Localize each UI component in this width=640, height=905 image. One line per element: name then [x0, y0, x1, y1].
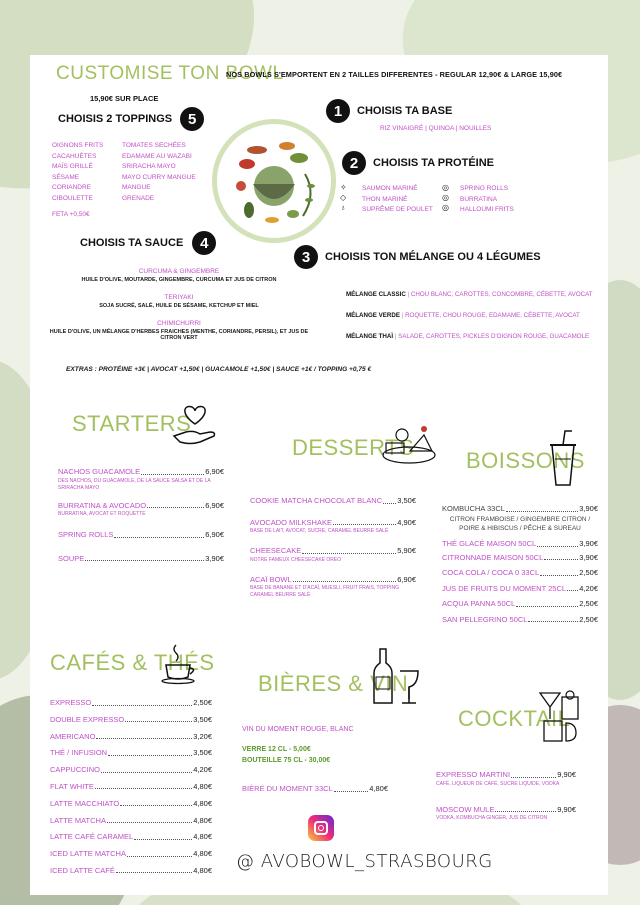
- cafes-list: [50, 699, 212, 874]
- dot-leader: [540, 575, 578, 576]
- list-item: [50, 867, 212, 875]
- menu-row: [250, 576, 416, 584]
- topping-item: EDAMAME AU WAZABI: [122, 152, 192, 160]
- dot-leader: [495, 811, 556, 812]
- list-item: [58, 531, 224, 539]
- heart-hand-icon: [170, 402, 220, 448]
- item-description: BASE DE BANANE ET D'ACAÏ, MUESLI, FRUIT FRAIS, TOPPING CARAMEL BEURRE SALÉ: [250, 585, 399, 598]
- fish-icon: ◇: [340, 193, 347, 202]
- dot-leader: [116, 872, 192, 873]
- protein-icons-left: [340, 183, 347, 212]
- item-price: 3,90€: [579, 504, 598, 513]
- roll-icon: ◎: [442, 183, 449, 192]
- protein-item: BURRATINA: [460, 195, 498, 203]
- dot-leader: [101, 772, 192, 773]
- menu-row: [250, 497, 416, 505]
- menu-row: [442, 600, 598, 608]
- menu-row: [442, 540, 598, 548]
- item-price: 3,50€: [193, 748, 212, 758]
- item-price: 5,90€: [397, 546, 416, 555]
- list-item: [50, 800, 212, 808]
- list-item: [50, 733, 212, 741]
- item-price: 4,80€: [193, 865, 212, 875]
- instagram-handle[interactable]: @ AVOBOWL_STRASBOURG: [236, 851, 493, 872]
- menu-row: [442, 554, 598, 562]
- step-melange-header: [294, 245, 541, 269]
- sizes-line: NOS BOWLS S'EMPORTENT EN 2 TAILLES DIFFERENTES - REGULAR 12,90€ & LARGE 15,90€: [226, 70, 563, 79]
- item-price: 3,90€: [579, 552, 598, 562]
- list-item: [50, 766, 212, 774]
- melange-item: MÉLANGE THAÏ | SALADE, CAROTTES, PICKLES D'OIGNON ROUGE, GUACAMOLE: [346, 333, 590, 340]
- dot-leader: [302, 553, 396, 554]
- menu-row: [436, 771, 576, 779]
- item-price: 9,90€: [557, 804, 576, 814]
- item-price: 4,80€: [193, 815, 212, 825]
- item-name: BURRATINA & AVOCADO: [58, 500, 147, 510]
- starters-list: [58, 468, 224, 562]
- list-item: [50, 716, 212, 724]
- step-base-header: [326, 99, 452, 123]
- cocktail-list: [436, 771, 576, 822]
- sauce-name: CURCUMA & GINGEMBRE: [138, 268, 220, 275]
- step-number-badge: 2: [342, 151, 366, 175]
- feta-extra: FETA +0,50€: [52, 211, 90, 218]
- dot-leader: [383, 503, 396, 504]
- vin-line: VIN DU MOMENT ROUGE, BLANC: [242, 726, 354, 733]
- cocktail-glasses-icon: [536, 687, 582, 745]
- protein-icons-right: [442, 183, 449, 212]
- item-description: VODKA, KOMBUCHA GINGER, JUS DE CITRON: [436, 815, 548, 821]
- item-price: 6,90€: [205, 467, 224, 476]
- item-price: 6,90€: [205, 530, 224, 539]
- topping-item: CORIANDRE: [52, 184, 92, 191]
- fish-icon: ✧: [340, 183, 347, 192]
- sauce-desc: HUILE D'OLIVE, UN MÉLANGE D'HERBES FRAICHES (MENTHE, CORIANDRE, PERSIL), ET JUS DE CITRON VERT: [49, 329, 309, 341]
- sauce-desc: SOJA SUCRÉ, SALÉ, HUILE DE SÉSAME, KETCHUP ET MIEL: [99, 303, 259, 309]
- base-options: RIZ VINAIGRÉ | QUINOA | NOUILLES: [380, 125, 492, 132]
- item-price: 4,80€: [193, 781, 212, 791]
- item-price: 4,80€: [193, 832, 212, 842]
- item-price: 3,20€: [193, 731, 212, 741]
- toppings-col-1: [52, 141, 103, 221]
- dot-leader: [92, 705, 192, 706]
- list-item: [442, 540, 598, 548]
- price-line: 15,90€ SUR PLACE: [90, 94, 159, 103]
- topping-item: OIGNONS FRITS: [52, 142, 104, 149]
- list-item: [58, 555, 224, 563]
- step-title: CHOISIS TA BASE: [357, 105, 453, 117]
- dot-leader: [107, 822, 192, 823]
- dot-leader: [141, 474, 204, 475]
- dot-leader: [147, 507, 204, 508]
- item-price: 4,80€: [193, 849, 212, 859]
- item-name: LATTE MACCHIATO: [50, 798, 120, 808]
- section-title-starters: STARTERS: [72, 411, 192, 436]
- instagram-icon[interactable]: [308, 815, 334, 841]
- item-name: COCA COLA / COCA 0 33CL: [442, 568, 540, 577]
- cheese-icon: ◎: [442, 193, 449, 202]
- item-price: 4,80€: [193, 798, 212, 808]
- topping-item: TOMATES SECHÉES: [122, 142, 186, 149]
- item-price: 3,50€: [397, 496, 416, 505]
- list-item: [442, 554, 598, 562]
- dot-leader: [293, 581, 397, 582]
- item-price: 4,20€: [193, 765, 212, 775]
- item-description: NOTRE FAMEUX CHEESECAKE OREO: [250, 556, 342, 563]
- list-item: [436, 806, 576, 823]
- item-name: SPRING ROLLS: [58, 530, 114, 539]
- list-item: [50, 850, 212, 858]
- kombucha-flavours: CITRON FRAMBOISE / GINGEMBRE CITRON / POIRE & HIBISCUS / PÊCHE & SUREAU: [449, 515, 591, 533]
- topping-item: MANGUE: [122, 184, 151, 191]
- item-description: CAFÉ, LIQUEUR DE CAFÉ, SUCRE LIQUIDE, VODKA: [436, 780, 560, 787]
- dot-leader: [333, 524, 396, 525]
- list-item: [50, 699, 212, 707]
- dot-leader: [516, 606, 578, 607]
- section-title-cocktail: COCKTAIL: [458, 706, 571, 731]
- sauce-name: TERIYAKI: [164, 294, 194, 301]
- step-number-badge: 3: [294, 245, 318, 269]
- step-sauce-header: [80, 231, 216, 255]
- item-price: 2,50€: [579, 568, 598, 577]
- list-item: [442, 505, 598, 534]
- sauce-desc: HUILE D'OLIVE, MOUTARDE, GINGEMBRE, CURCUMA ET JUS DE CITRON: [81, 277, 277, 283]
- protein-item: THON MARINÉ: [362, 195, 408, 203]
- item-price: 3,50€: [193, 714, 212, 724]
- dot-leader: [544, 559, 578, 560]
- dot-leader: [96, 738, 192, 739]
- list-item: [442, 585, 598, 593]
- item-name: FLAT WHITE: [50, 781, 94, 791]
- dot-leader: [85, 560, 204, 561]
- dot-leader: [511, 777, 556, 778]
- list-item: [442, 616, 598, 624]
- menu-row: [250, 519, 416, 527]
- topping-item: CACAHUÈTES: [52, 152, 97, 160]
- menu-row: [436, 806, 576, 814]
- dot-leader: [95, 788, 192, 789]
- halloumi-icon: ◎: [442, 203, 449, 212]
- list-item: [50, 783, 212, 791]
- item-name: BIÈRE DU MOMENT 33CL: [242, 784, 333, 793]
- list-item: [250, 576, 416, 600]
- list-item: [250, 519, 416, 536]
- menu-row: [58, 468, 224, 476]
- item-name: SAN PELLEGRINO 50CL: [442, 614, 528, 624]
- item-name: SOUPE: [58, 553, 85, 563]
- item-name: THÉ / INFUSION: [50, 748, 108, 758]
- step-title: CHOISIS TON MÉLANGE OU 4 LÉGUMES: [325, 251, 541, 263]
- dot-leader: [120, 805, 192, 806]
- list-item: [442, 600, 598, 608]
- step-protein-header: [342, 151, 494, 175]
- item-name: CHEESECAKE: [250, 546, 302, 555]
- toppings-col-2: [122, 141, 196, 204]
- protein-item: SAUMON MARINÉ: [362, 185, 418, 192]
- item-name: AMERICANO: [50, 731, 96, 741]
- dot-leader: [334, 791, 369, 792]
- list-item: [250, 547, 416, 564]
- chicken-icon: ♁: [340, 203, 346, 212]
- item-description: DES NACHOS, DU GUACAMOLE, DE LA SAUCE SALSA ET DE LA SRIRACHA MAYO: [58, 477, 211, 491]
- dot-leader: [108, 755, 192, 756]
- melange-list: [346, 284, 593, 347]
- protein-list-left: [362, 184, 433, 216]
- coffee-cup-icon: [160, 641, 200, 685]
- section-title-desserts: DESSERTS: [292, 435, 415, 460]
- dot-leader: [114, 537, 204, 538]
- section-title-cafes: CAFÉS & THÉS: [50, 650, 215, 675]
- item-name: AVOCADO MILKSHAKE: [250, 517, 332, 527]
- topping-item: SÉSAME: [52, 173, 80, 181]
- item-name: ACAÏ BOWL: [250, 574, 292, 584]
- step-number-badge: 1: [326, 99, 350, 123]
- item-name: MOSCOW MULE: [436, 804, 495, 814]
- topping-item: MAYO CURRY MANGUE: [122, 173, 196, 181]
- item-price: 6,90€: [397, 574, 416, 584]
- list-item: [436, 771, 576, 788]
- item-name: CAPPUCCINO: [50, 765, 101, 775]
- step-title: CHOISIS TA PROTÉINE: [373, 157, 495, 169]
- protein-list-right: [460, 184, 514, 216]
- section-title-bieres: BIÈRES & VIN: [258, 671, 409, 696]
- item-description: BASE DE LAIT, AVOCAT, SUCRE, CARAMEL BEURRE SALÉ: [250, 528, 389, 534]
- topping-item: MAÏS GRILLÉ: [52, 163, 93, 170]
- menu-row: [442, 616, 598, 624]
- dot-leader: [506, 511, 578, 512]
- item-name: LATTE CAFÉ CARAMEL: [50, 832, 134, 842]
- dot-leader: [134, 839, 192, 840]
- item-price: 3,90€: [205, 553, 224, 563]
- item-name: JUS DE FRUITS DU MOMENT 25CL: [442, 583, 567, 593]
- topping-item: GRENADE: [122, 194, 155, 202]
- menu-row: [442, 569, 598, 577]
- step-title: CHOISIS 2 TOPPINGS: [58, 113, 173, 125]
- dot-leader: [567, 590, 578, 591]
- drink-cup-icon: [548, 429, 578, 487]
- extras-line: EXTRAS : PROTÉINE +3€ | AVOCAT +1,50€ | GUACAMOLE +1,50€ | SAUCE +1€ / TOPPING +0,75 €: [66, 366, 372, 373]
- dot-leader: [125, 721, 192, 722]
- dot-leader: [537, 546, 578, 547]
- verre-line: VERRE 12 CL - 5,00€: [242, 746, 311, 753]
- protein-item: SPRING ROLLS: [460, 185, 509, 192]
- item-name: NACHOS GUACAMOLE: [58, 467, 141, 476]
- list-item: [58, 468, 224, 492]
- melange-item: MÉLANGE CLASSIC | CHOU BLANC, CAROTTES, CONCOMBRE, CÉBETTE, AVOCAT: [346, 291, 593, 298]
- list-item: [58, 502, 224, 519]
- list-item: [50, 833, 212, 841]
- item-price: 2,50€: [579, 614, 598, 624]
- item-price: 2,50€: [579, 599, 598, 608]
- item-name: COOKIE MATCHA CHOCOLAT BLANC: [250, 496, 383, 505]
- item-name: LATTE MATCHA: [50, 815, 106, 825]
- step-title: CHOISIS TA SAUCE: [80, 237, 184, 249]
- desserts-list: [250, 497, 416, 599]
- item-name: CITRONNADE MAISON 50CL: [442, 552, 544, 562]
- item-name: EXPRESSO MARTINI: [436, 770, 511, 779]
- section-title-boissons: BOISSONS: [466, 448, 585, 473]
- menu-row: [442, 505, 598, 513]
- sauce-list: [44, 268, 314, 341]
- step-number-badge: 5: [180, 107, 204, 131]
- bouteille-line: BOUTEILLE 75 CL - 30,00€: [242, 757, 331, 764]
- item-price: 6,90€: [205, 500, 224, 510]
- dot-leader: [127, 856, 192, 857]
- sauce-name: CHIMICHURRI: [157, 320, 201, 327]
- item-name: KOMBUCHA 33CL: [442, 504, 505, 513]
- menu-row: [442, 585, 598, 593]
- list-item: [442, 569, 598, 577]
- desserts-icon: [380, 421, 438, 465]
- bowl-icon: [217, 124, 331, 238]
- wine-bottle-icon: [372, 647, 420, 705]
- boissons-list: [442, 505, 598, 623]
- item-name: ICED LATTE MATCHA: [50, 849, 126, 859]
- item-price: 4,20€: [579, 583, 598, 593]
- menu-row: [58, 502, 224, 510]
- item-description: BURRATINA, AVOCAT ET ROQUETTE: [58, 511, 146, 517]
- menu-row: [250, 547, 416, 555]
- menu-row: [242, 785, 388, 793]
- menu-row: [58, 531, 224, 539]
- biere-row: [242, 785, 388, 793]
- item-price: 4,80€: [369, 784, 388, 793]
- melange-item: MÉLANGE VERDE | ROQUETTE, CHOU ROUGE, EDAMAME, CÉBETTE, AVOCAT: [346, 312, 580, 319]
- step-toppings-header: [58, 107, 204, 131]
- item-name: THÉ GLACÉ MAISON 50CL: [442, 539, 537, 548]
- protein-item: SUPRÊME DE POULET: [362, 206, 433, 213]
- dot-leader: [528, 621, 578, 622]
- item-name: ACQUA PANNA 50CL: [442, 599, 516, 608]
- item-price: 3,90€: [579, 539, 598, 548]
- page-title: CUSTOMISE TON BOWL: [56, 63, 284, 84]
- protein-item: HALLOUMI FRITS: [460, 206, 514, 213]
- topping-item: SRIRACHA MAYO: [122, 163, 176, 170]
- list-item: [50, 749, 212, 757]
- step-number-badge: 4: [192, 231, 216, 255]
- list-item: [50, 817, 212, 825]
- bowl-illustration: [212, 119, 336, 243]
- item-name: DOUBLE EXPRESSO: [50, 714, 125, 724]
- item-name: EXPRESSO: [50, 698, 92, 707]
- item-name: ICED LATTE CAFÉ: [50, 865, 115, 875]
- list-item: [250, 497, 416, 505]
- item-price: 2,50€: [193, 698, 212, 707]
- menu-row: [58, 555, 224, 563]
- item-price: 4,90€: [397, 517, 416, 527]
- topping-item: CIBOULETTE: [52, 194, 93, 202]
- menu-sheet: [30, 55, 608, 895]
- item-price: 9,90€: [557, 770, 576, 779]
